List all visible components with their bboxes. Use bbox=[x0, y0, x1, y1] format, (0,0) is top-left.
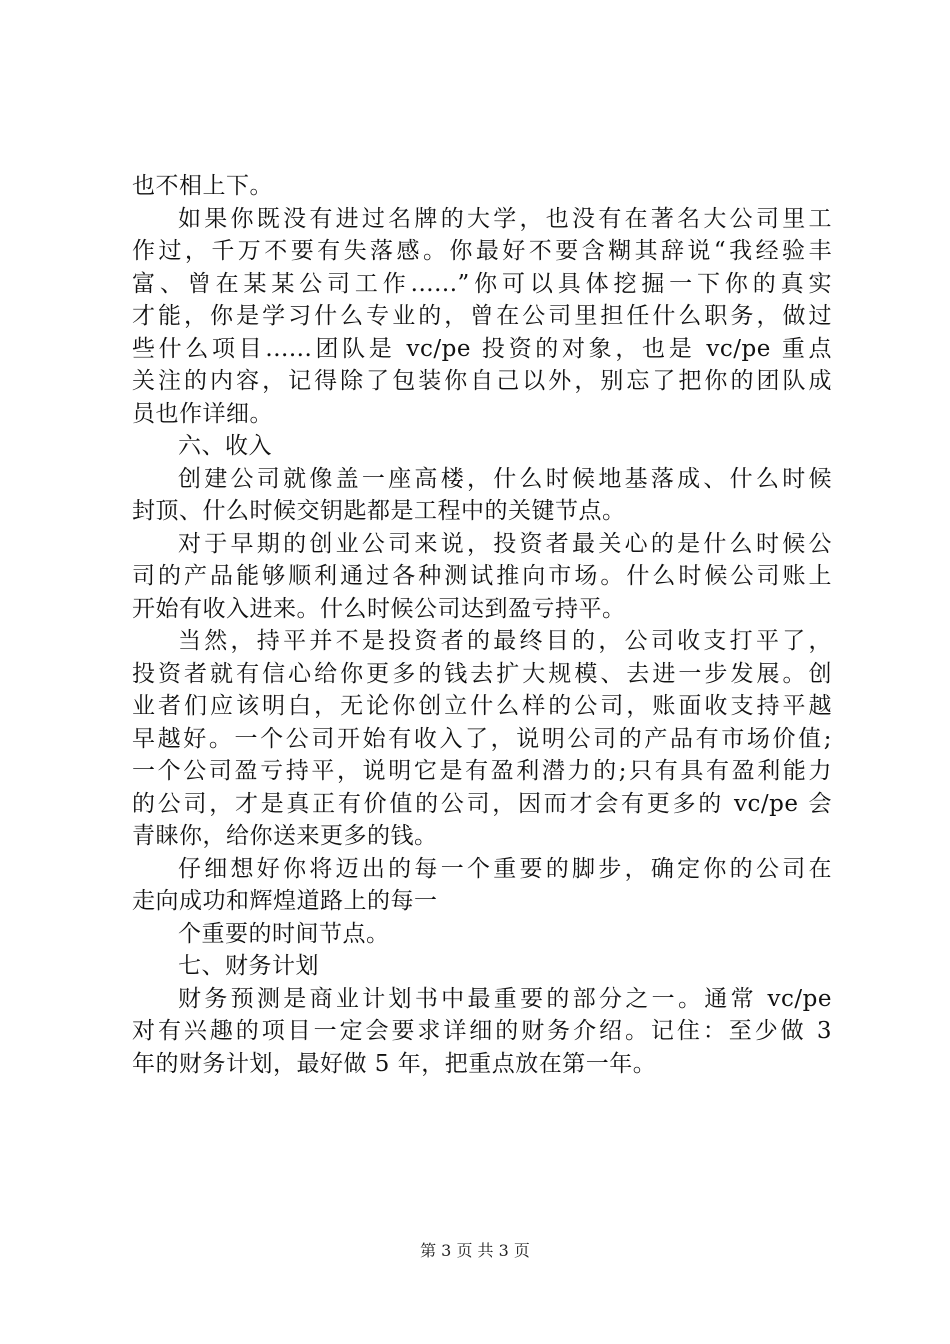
document-body bbox=[132, 170, 832, 1080]
paragraph-start-line: 创建公司就像盖一座高楼，什么时候地基落成、什么时候 bbox=[178, 465, 832, 492]
text-line: 开始有收入进来。什么时候公司达到盈亏持平。 bbox=[132, 595, 626, 622]
text-line: 一个公司盈亏持平，说明它是有盈利潜力的;只有具有盈利能力 bbox=[132, 758, 832, 784]
text-line: 司的产品能够顺利通过各种测试推向市场。什么时候公司账上 bbox=[132, 563, 832, 589]
text-line: 对有兴趣的项目一定会要求详细的财务介绍。记住：至少做 3 bbox=[132, 1018, 832, 1044]
text-line: 年的财务计划，最好做 5 年，把重点放在第一年。 bbox=[132, 1050, 657, 1077]
paragraph-start-line: 如果你既没有进过名牌的大学，也没有在著名大公司里工 bbox=[178, 205, 832, 232]
text-line: 的公司，才是真正有价值的公司，因而才会有更多的 vc/pe 会 bbox=[132, 790, 832, 817]
text-line: 也不相上下。 bbox=[132, 173, 273, 199]
paragraph-start-line: 仔细想好你将迈出的每一个重要的脚步，确定你的公司在 bbox=[178, 855, 832, 882]
text-line: 投资者就有信心给你更多的钱去扩大规模、去进一步发展。创 bbox=[132, 660, 832, 687]
text-line: 早越好。一个公司开始有收入了，说明公司的产品有市场价值; bbox=[132, 725, 832, 752]
paragraph-start-line: 当然，持平并不是投资者的最终目的，公司收支打平了， bbox=[178, 628, 832, 654]
text-line: 富、曾在某某公司工作......”你可以具体挖掘一下你的真实 bbox=[132, 270, 832, 297]
text-line: 封顶、什么时候交钥匙都是工程中的关键节点。 bbox=[132, 498, 626, 524]
text-line: 业者们应该明白，无论你创立什么样的公司，账面收支持平越 bbox=[132, 693, 832, 719]
page-footer: 第 3 页 共 3 页 bbox=[420, 1241, 530, 1260]
text-line: 员也作详细。 bbox=[132, 400, 273, 427]
paragraph-start-line: 对于早期的创业公司来说，投资者最关心的是什么时候公 bbox=[178, 530, 832, 557]
section-heading-income: 六、收入 bbox=[178, 433, 272, 459]
section-heading-financial-plan: 七、财务计划 bbox=[178, 953, 319, 979]
text-line: 青睐你，给你送来更多的钱。 bbox=[132, 823, 438, 849]
paragraph-start-line: 财务预测是商业计划书中最重要的部分之一。通常 vc/pe bbox=[178, 985, 832, 1012]
text-line: 个重要的时间节点。 bbox=[178, 920, 390, 947]
text-line: 才能，你是学习什么专业的，曾在公司里担任什么职务，做过 bbox=[132, 303, 832, 329]
text-line: 些什么项目......团队是 vc/pe 投资的对象，也是 vc/pe 重点 bbox=[132, 335, 832, 362]
text-line: 作过，千万不要有失落感。你最好不要含糊其辞说“我经验丰 bbox=[132, 238, 832, 264]
text-line: 走向成功和辉煌道路上的每一 bbox=[132, 888, 438, 914]
text-line: 关注的内容，记得除了包装你自己以外，别忘了把你的团队成 bbox=[132, 368, 832, 394]
